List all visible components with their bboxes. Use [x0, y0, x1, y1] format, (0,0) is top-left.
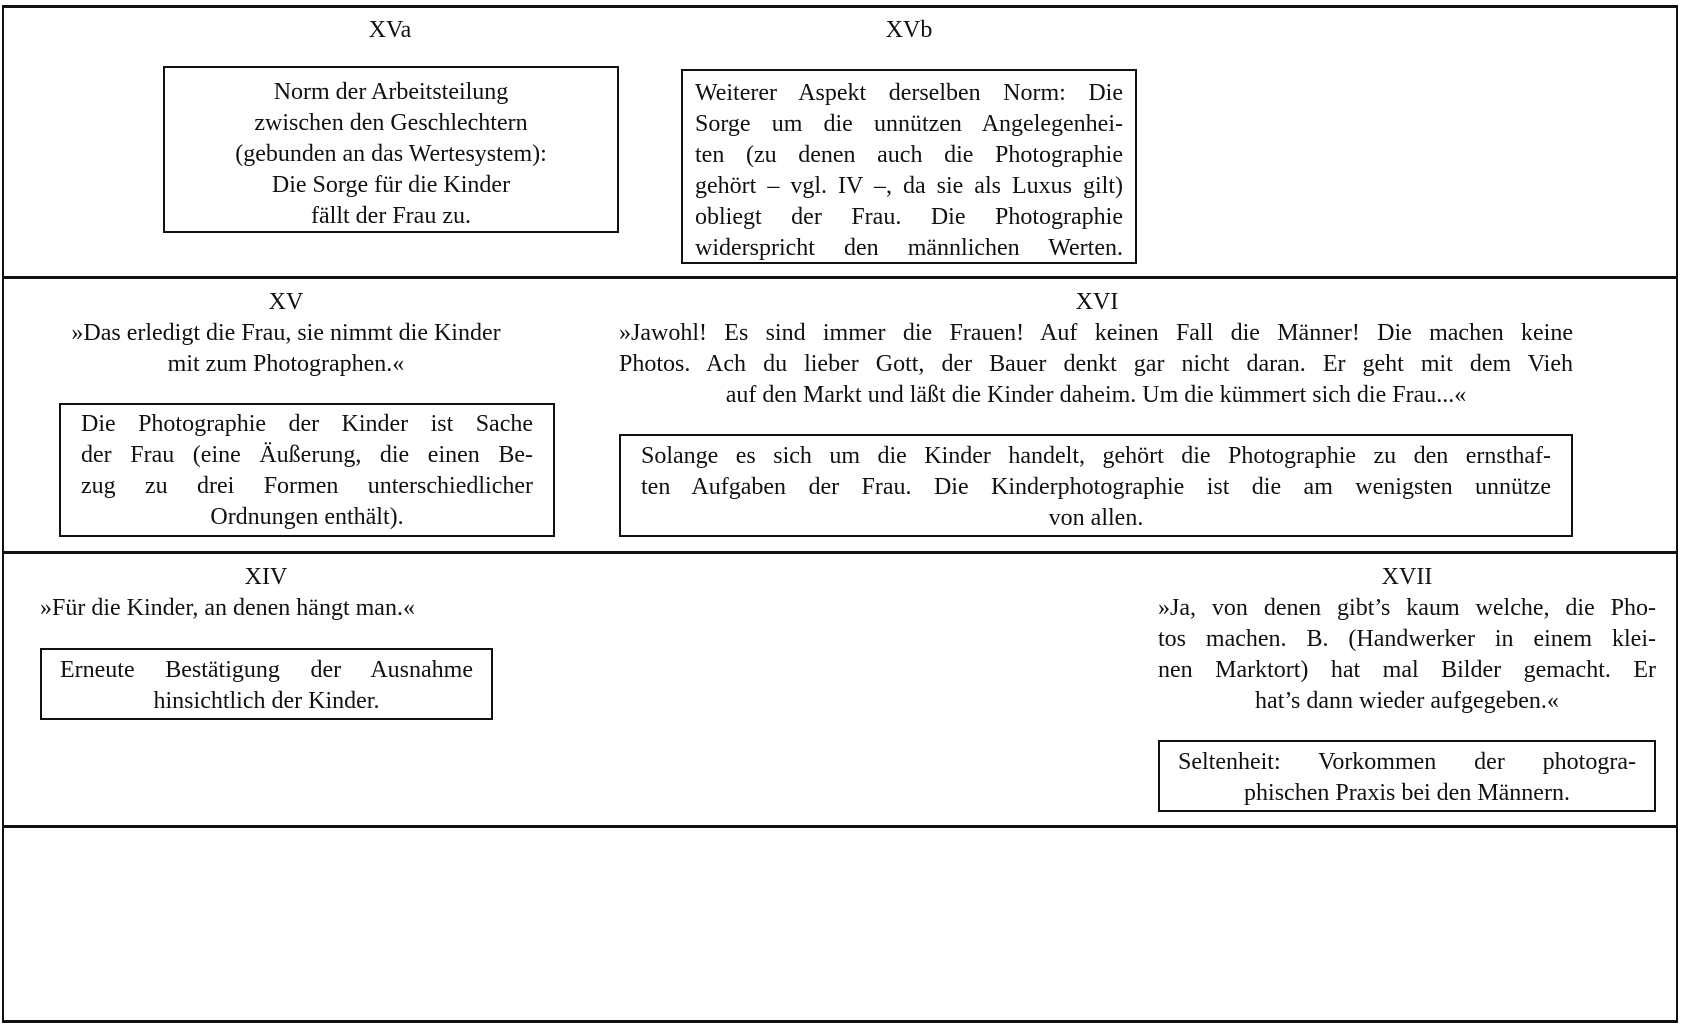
quote-line: mit zum Photographen.« [167, 351, 405, 377]
box-line: phischen Praxis bei den Männern. [1244, 780, 1570, 806]
box-line: ten (zu denen auch die Photographie [695, 142, 1123, 168]
box-line: Solange es sich um die Kinder handelt, gehört die Photographie zu den ernsthaf- [641, 443, 1551, 469]
row-divider [2, 276, 1678, 279]
quote-line: »Ja, von denen gibt’s kaum welche, die Pho- [1158, 595, 1656, 621]
box-line: widerspricht den männlichen Werten. [695, 235, 1123, 261]
box-line: zwischen den Geschlechtern [254, 110, 528, 136]
box-line: Norm der Arbeitsteilung [273, 79, 509, 105]
node-label-xvb: XVb [885, 17, 933, 43]
box-line: Weiterer Aspekt derselben Norm: Die [695, 80, 1123, 106]
node-label-xva: XVa [368, 17, 412, 43]
quote-line: Photos. Ach du lieber Gott, der Bauer denkt gar nicht daran. Er geht mit dem Vieh [619, 351, 1573, 377]
quote-line: »Für die Kinder, an denen hängt man.« [40, 595, 415, 621]
box-line: (gebunden an das Wertesystem): [235, 141, 547, 167]
quote-line: »Jawohl! Es sind immer die Frauen! Auf keinen Fall die Männer! Die machen keine [619, 320, 1573, 346]
quote-line: »Das erledigt die Frau, sie nimmt die Kinder [71, 320, 501, 346]
node-quote-xvii [1158, 593, 1656, 717]
node-box-xva [163, 66, 619, 233]
box-line: Erneute Bestätigung der Ausnahme [60, 657, 473, 683]
node-label-xvii: XVII [1381, 564, 1433, 590]
box-line: der Frau (eine Äußerung, die einen Be- [81, 442, 533, 468]
node-quote-xiv [40, 593, 560, 624]
node-box-xvi [619, 434, 1573, 537]
box-line: ten Aufgaben der Frau. Die Kinderphotographie ist die am wenigsten unnütze [641, 474, 1551, 500]
quote-line: nen Marktort) hat mal Bilder gemacht. Er [1158, 657, 1656, 683]
node-box-xv [59, 403, 555, 537]
box-line: zug zu drei Formen unterschiedlicher [81, 473, 533, 499]
quote-line: hat’s dann wieder aufgegeben.« [1255, 688, 1559, 714]
box-line: von allen. [1048, 505, 1144, 531]
box-line: Seltenheit: Vorkommen der photogra- [1178, 749, 1636, 775]
node-box-xiv [40, 648, 493, 720]
quote-line: tos machen. B. (Handwerker in einem klei- [1158, 626, 1656, 652]
box-line: Die Photographie der Kinder ist Sache [81, 411, 533, 437]
box-line: Sorge um die unnützen Angelegenhei- [695, 111, 1123, 137]
node-label-xvi: XVI [1075, 289, 1119, 315]
quote-line: auf den Markt und läßt die Kinder daheim. Um die kümmert sich die Frau...« [725, 382, 1467, 408]
node-box-xvii [1158, 740, 1656, 812]
node-quote-xv [40, 318, 532, 380]
box-line: fällt der Frau zu. [311, 203, 471, 229]
row-divider [2, 551, 1678, 554]
node-quote-xvi [619, 318, 1573, 411]
box-line: gehört – vgl. IV –, da sie als Luxus gilt) [695, 173, 1123, 199]
box-line: obliegt der Frau. Die Photographie [695, 204, 1123, 230]
box-line: Ordnungen enthält). [210, 504, 404, 530]
node-label-xiv: XIV [244, 564, 288, 590]
node-box-xvb [681, 69, 1137, 264]
box-line: hinsichtlich der Kinder. [153, 688, 380, 714]
row-divider [2, 825, 1678, 828]
node-label-xv: XV [268, 289, 304, 315]
box-line: Die Sorge für die Kinder [271, 172, 511, 198]
